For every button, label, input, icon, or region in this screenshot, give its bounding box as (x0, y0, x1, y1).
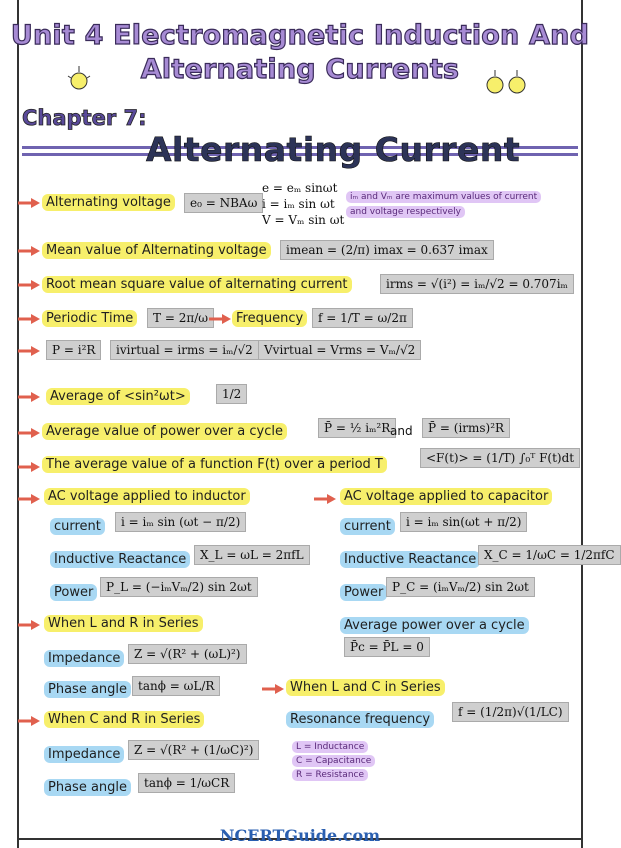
frequency-label: Frequency (232, 310, 307, 327)
arrow-icon (18, 198, 40, 208)
avg-power-formula-2: P̄ = (irms)²R (422, 418, 510, 438)
lc-series-label: When L and C in Series (286, 679, 445, 696)
capacitive-reactance-formula: X_C = 1/ωC = 1/2πfC (478, 545, 621, 565)
legend-capacitance: C = Capacitance (292, 755, 375, 767)
alt-voltage-formula: e₀ = NBAω (184, 193, 263, 213)
power-formula: P = i²R (46, 340, 101, 360)
arrow-icon (18, 392, 40, 402)
arrow-icon (18, 716, 40, 726)
avg-power-formula-1: P̄ = ½ iₘ²R (318, 418, 396, 438)
voltage-equation: V = Vₘ sin ωt (262, 213, 345, 227)
inductive-reactance-label: Inductive Reactance (50, 551, 190, 568)
lr-phase-formula: tanϕ = ωL/R (132, 676, 220, 696)
inductor-label: AC voltage applied to inductor (44, 488, 250, 505)
capacitor-power-label: Power (340, 584, 387, 601)
rms-formula: irms = √(i²) = iₘ/√2 = 0.707iₘ (380, 274, 574, 294)
avg-power-cycle-label: Average power over a cycle (340, 617, 529, 634)
inductor-power-label: Power (50, 584, 97, 601)
resonance-frequency-formula: f = (1/2π)√(1/LC) (452, 702, 569, 722)
legend-inductance: L = Inductance (292, 741, 368, 753)
arrow-icon (18, 428, 40, 438)
mean-value-formula: imean = (2/π) imax = 0.637 imax (280, 240, 494, 260)
arrow-icon (262, 684, 284, 694)
unit-title-line2: Alternating Currents (140, 54, 460, 85)
arrow-icon (18, 314, 40, 324)
periodic-time-label: Periodic Time (42, 310, 137, 327)
legend-resistance: R = Resistance (292, 769, 368, 781)
note-max-values: iₘ and Vₘ are maximum values of current (346, 191, 541, 203)
avg-function-label: The average value of a function F(t) over a period T (42, 456, 387, 473)
i-virtual-formula: ivirtual = irms = iₘ/√2 (110, 340, 259, 360)
inductor-power-formula: P_L = (−iₘVₘ/2) sin 2ωt (100, 577, 258, 597)
capacitor-current-label: current (340, 518, 395, 535)
capacitor-power-formula: P_C = (iₘVₘ/2) sin 2ωt (386, 577, 535, 597)
avg-sin-label: Average of <sin²ωt> (46, 388, 190, 405)
page-border-right (581, 0, 583, 848)
arrow-icon (18, 462, 40, 472)
emf-equation: e = eₘ sinωt (262, 181, 338, 195)
arrow-icon (18, 246, 40, 256)
avg-sin-formula: 1/2 (216, 384, 247, 404)
current-equation: i = iₘ sin ωt (262, 197, 335, 211)
rms-label: Root mean square value of alternating current (42, 276, 352, 293)
lr-impedance-label: Impedance (44, 650, 124, 667)
cr-series-label: When C and R in Series (44, 711, 204, 728)
inductor-current-formula: i = iₘ sin (ωt − π/2) (115, 512, 246, 532)
frequency-formula: f = 1/T = ω/2π (312, 308, 413, 328)
resonance-frequency-label: Resonance frequency (286, 711, 434, 728)
avg-power-cycle-formula: P̄c = P̄L = 0 (344, 637, 430, 657)
lightbulb-icon (504, 70, 530, 96)
chapter-label: Chapter 7: (22, 106, 147, 130)
lr-phase-label: Phase angle (44, 681, 131, 698)
inductor-current-label: current (50, 518, 105, 535)
mean-value-label: Mean value of Alternating voltage (42, 242, 271, 259)
arrow-icon (18, 346, 40, 356)
cr-phase-label: Phase angle (44, 779, 131, 796)
avg-function-formula: <F(t)> = (1/T) ∫₀ᵀ F(t)dt (420, 448, 580, 468)
inductive-reactance-formula: X_L = ωL = 2πfL (194, 545, 310, 565)
lr-impedance-formula: Z = √(R² + (ωL)²) (128, 644, 247, 664)
lightbulb-icon (66, 66, 92, 92)
cr-impedance-label: Impedance (44, 746, 124, 763)
periodic-time-formula: T = 2π/ω (147, 308, 214, 328)
v-virtual-formula: Vvirtual = Vrms = Vₘ/√2 (258, 340, 421, 360)
footer-watermark: NCERTGuide.com (219, 826, 381, 845)
and-text: and (390, 424, 413, 438)
capacitive-reactance-label: Inductive Reactance (340, 551, 480, 568)
avg-power-label: Average value of power over a cycle (42, 423, 287, 440)
note-max-values-cont: and voltage respectively (346, 206, 465, 218)
cr-impedance-formula: Z = √(R² + (1/ωC)²) (128, 740, 259, 760)
chapter-title: Alternating Current (146, 130, 521, 169)
lr-series-label: When L and R in Series (44, 615, 203, 632)
capacitor-current-formula: i = iₘ sin(ωt + π/2) (400, 512, 527, 532)
cr-phase-formula: tanϕ = 1/ωCR (138, 773, 235, 793)
arrow-icon (209, 314, 231, 324)
unit-title-line1: Unit 4 Electromagnetic Induction And (10, 20, 590, 51)
arrow-icon (18, 280, 40, 290)
arrow-icon (314, 494, 336, 504)
arrow-icon (18, 494, 40, 504)
alt-voltage-label: Alternating voltage (42, 194, 175, 211)
capacitor-label: AC voltage applied to capacitor (340, 488, 552, 505)
arrow-icon (18, 620, 40, 630)
